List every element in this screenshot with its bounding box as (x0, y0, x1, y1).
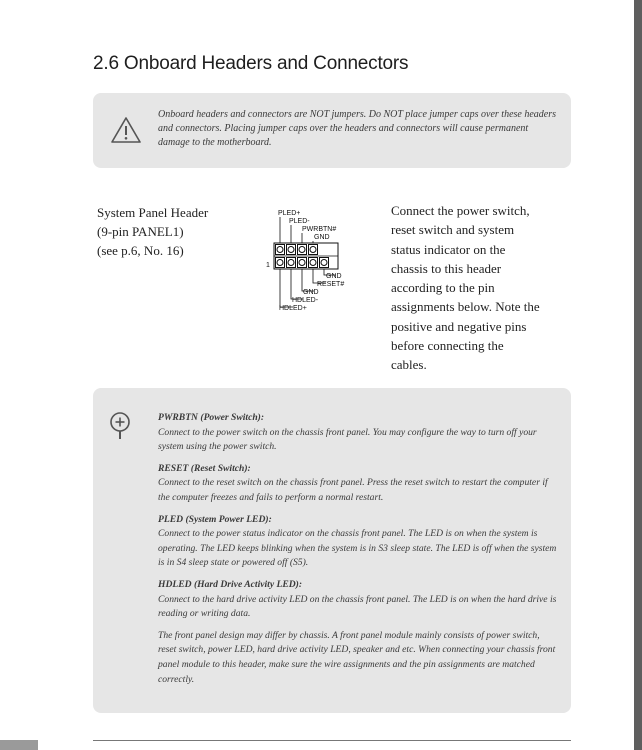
pin-label-pled-plus: PLED+ (278, 210, 301, 217)
pin1-marker: 1 (266, 262, 270, 269)
footer-divider (93, 740, 571, 741)
entry-title: PWRBTN (Power Switch): (158, 412, 265, 423)
info-box (93, 388, 571, 713)
pin-label-gnd-bottom-right: GND (326, 273, 342, 280)
info-content (158, 411, 558, 694)
entry-body: Connect to the reset switch on the chassis front panel. Press the reset switch to restart the computer if the computer freezes and fails to perform a normal restart. (158, 477, 548, 503)
pin-label-pwrbtn: PWRBTN# (302, 226, 337, 233)
pin-label-reset: RESET# (317, 281, 345, 288)
pin-label-gnd-bottom: GND (303, 289, 319, 296)
page-corner-tab (0, 740, 38, 750)
panel-header-name: System Panel Header (97, 205, 209, 220)
warning-triangle-icon (109, 115, 143, 145)
panel-header-label (97, 203, 208, 260)
entry-title: PLED (System Power LED): (158, 513, 272, 525)
entry-pled (158, 513, 558, 571)
entry-title: RESET (Reset Switch): (158, 462, 251, 474)
pin-label-gnd-top: GND (314, 234, 330, 241)
pin-label-pled-minus: PLED- (289, 218, 310, 225)
pin-label-hdled-minus: HDLED- (292, 297, 319, 304)
panel-header-ref: (see p.6, No. 16) (97, 243, 184, 258)
warning-box (93, 93, 571, 168)
panel-header-description: Connect the power switch, reset switch and system status indicator on the chassis to this header according to the pin assignments below. Note the positive and negative pins before connecting the cables. (391, 203, 540, 373)
magnifier-plus-icon (107, 410, 137, 442)
pin-label-hdled-plus: HDLED+ (279, 305, 307, 312)
entry-body: Connect to the hard drive activity LED on the chassis front panel. The LED is on when the hard drive is reading or writing data. (158, 593, 557, 620)
panel-header-pins: (9-pin PANEL1) (97, 224, 184, 239)
entry-body: Connect to the power status indicator on the chassis front panel. The LED is on when the system is operating. The LED keeps blinking when the system is in S3 sleep state. The LED is off when the system is in S4 sleep state or powered off (S5). (158, 528, 557, 569)
panel1-pin-diagram (262, 206, 362, 318)
section-title: 2.6 Onboard Headers and Connectors (93, 53, 409, 74)
warning-text: Onboard headers and connectors are NOT jumpers. Do NOT place jumper caps over these headers and connectors. Placing jumper caps over the headers and connectors will cause permanent damage to the motherboard. (158, 109, 557, 148)
entry-hdled (158, 578, 558, 622)
scrollbar[interactable] (634, 0, 642, 750)
entry-title: HDLED (Hard Drive Activity LED): (158, 578, 303, 590)
entry-reset (158, 462, 558, 506)
info-closing-note: The front panel design may differ by chassis. A front panel module mainly consists of power switch, reset switch, power LED, hard drive activity LED, speaker and etc. When connecting your chassis front panel module to this header, make sure the wire assignments and the pin assignments are matched correctly. (158, 629, 556, 685)
entry-pwrbtn (158, 411, 558, 455)
entry-body: Connect to the power switch on the chassis front panel. You may configure the way to turn off your system using the power switch. (158, 426, 537, 453)
